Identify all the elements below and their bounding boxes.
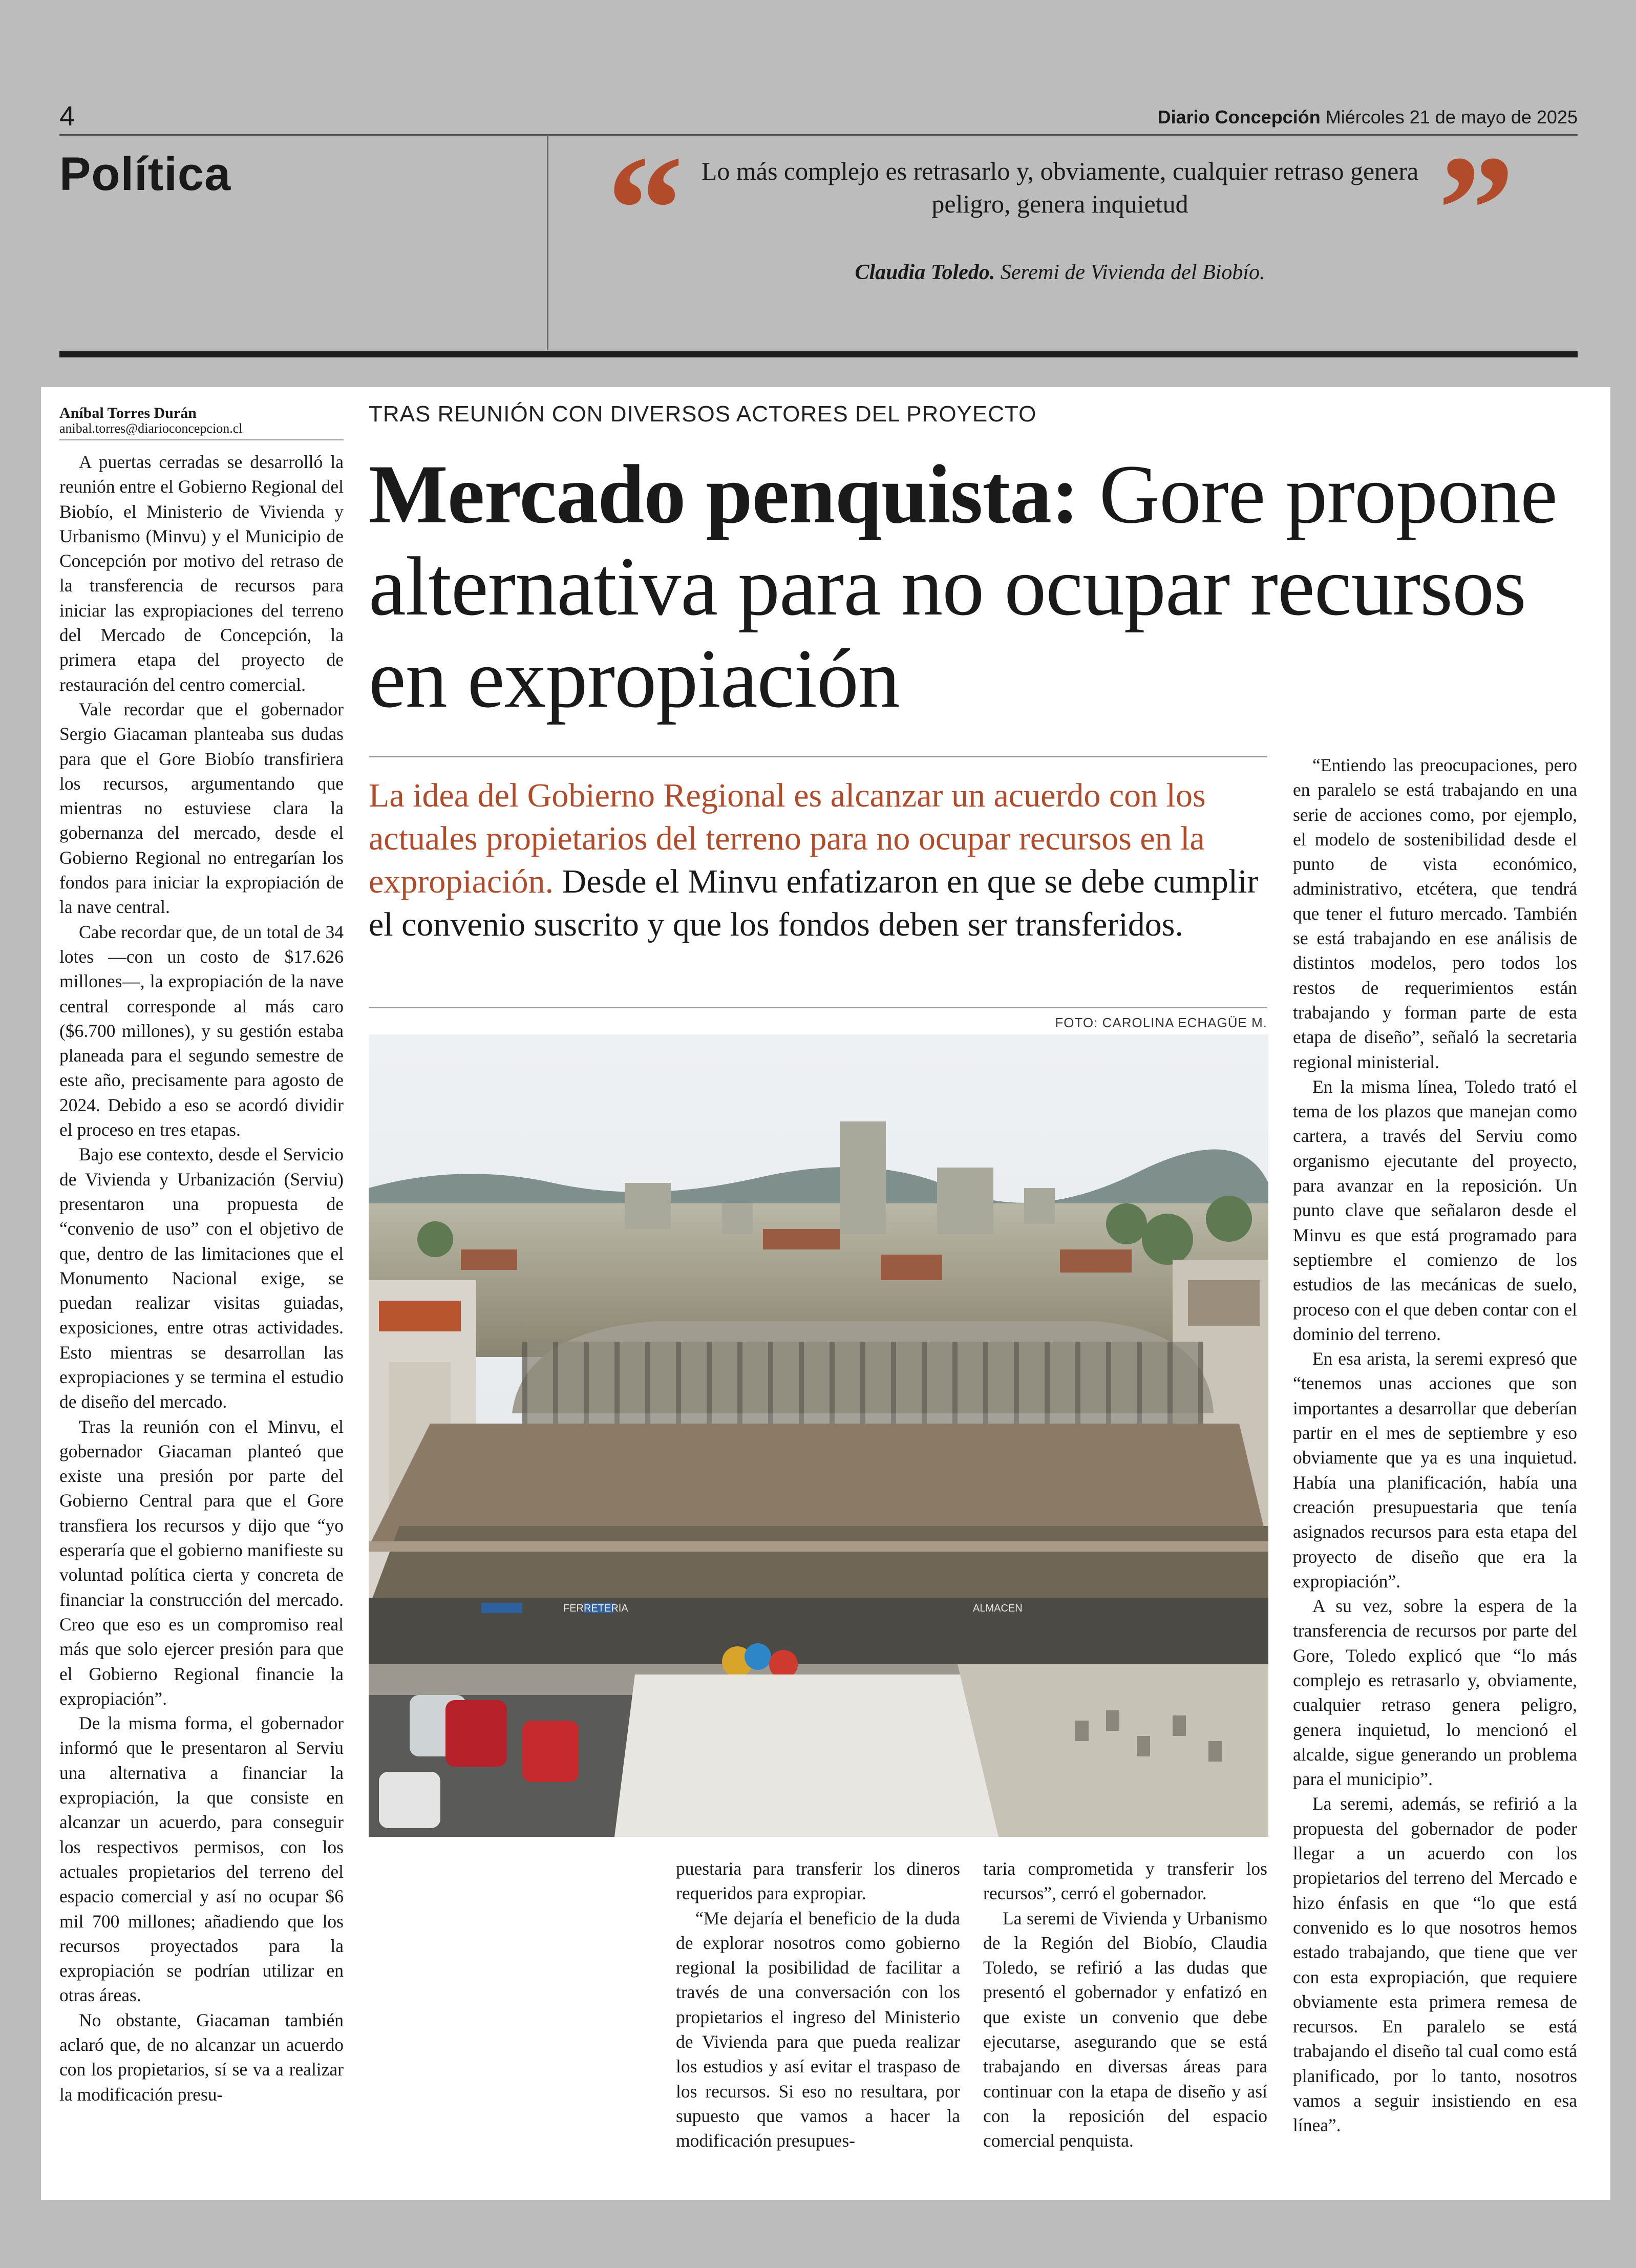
photo-sign-left: FERRETERIA [563,1603,628,1614]
paragraph: puestaria para transferir los dineros requeridos para expropiar. [676,1858,960,1904]
article-column-2 [676,1856,960,2153]
lead-paragraph [369,774,1267,946]
photo-credit: FOTO: CAROLINA ECHAGÜE M. [1055,1015,1267,1030]
paragraph: Bajo ese contexto, desde el Servicio de Vivienda y Urbanización (Serviu) presentaron una propuesta de “convenio de uso” con el objetivo de que, dentro de las limitaciones que el Monumento Nacional exige, se puedan realizar visitas guiadas, exposiciones, entre otras actividades. Esto mientras se desarrollan las expropiaciones y se termina el estudio de diseño del mercado. [59,1144,344,1412]
paragraph: A puertas cerradas se desarrolló la reunión entre el Gobierno Regional del Biobío, el Ministerio de Vivienda y Urbanismo (Minvu) y el Municipio de Concepción por motivo del retraso de la transferencia de recursos para iniciar las expropiaciones del terreno del Mercado de Concepción, la primera etapa del proyecto de restauración del centro comercial. [59,452,344,695]
page-number: 4 [59,101,75,132]
close-quote-icon: ” [1438,124,1515,294]
article-column-4 [1293,753,1577,2138]
paragraph: La seremi de Vivienda y Urbanismo de la Región del Biobío, Claudia Toledo, se refirió a las dudas que presentó el gobernador y enfatizó en que existe un convenio que debe ejecutarse, asegurando que se está trabajando en diversas áreas para continuar con la etapa de diseño y así con la reposición del espacio comercial penquista. [983,1907,1267,2151]
paragraph: Vale recordar que el gobernador Sergio Giacaman planteaba sus dudas para que el Gore Biobío transfiriera los recursos, argumentando que mientras no estuviese clara la gobernanza del mercado, desde el Gobierno Regional no entregarían los fondos para iniciar la expropiación de la nave central. [59,698,344,918]
lead-highlight: La idea del Gobierno Regional es alcanzar un acuerdo con los actuales propietarios del terreno para no ocupar recursos en la expropiación. [369,777,1206,900]
paragraph: Tras la reunión con el Minvu, el gobernador Giacaman planteó que existe una presión por parte del Gobierno Central para que el Gore transfiera los recursos y dijo que “yo esperaría que el gobierno manifieste su voluntad política cierta y concreta de financiar la construcción del mercado. Creo que eso es un compromiso real más que solo ejercer presión para que el Gobierno Regional financie la expropiación”. [59,1416,344,1709]
kicker: TRAS REUNIÓN CON DIVERSOS ACTORES DEL PROYECTO [369,401,1037,427]
paragraph: No obstante, Giacaman también aclaró que, de no alcanzar un acuerdo con los propietarios, sí se va a realizar la modificación presu- [59,2009,344,2105]
paragraph: En la misma línea, Toledo trató el tema de los plazos que manejan como cartera, a través del Serviu como organismo ejecutante del proyecto, para avanzar en la reposición. Un punto clave que señalaron desde el Minvu es que está programado para septiembre el comienzo de los estudios de las mecánicas de suelo, proceso con el que deben contar con el dominio del terreno. [1293,1076,1577,1344]
paragraph: De la misma forma, el gobernador informó que le presentaron al Serviu una alternativa a financiar la expropiación, la que consiste en alcanzar un acuerdo, para conseguir los respectivos permisos, con los actuales propietarios del terreno del espacio comercial y así no ocupar $6 mil 700 millones; añadiendo que los recursos proyectados para la expropiación se podrían utilizar en otras áreas. [59,1713,344,2006]
headline-bold: Mercado penquista: [369,448,1079,541]
photo-sign-right: ALMACEN [973,1603,1023,1614]
paragraph: “Me dejaría el beneficio de la duda de explorar nosotros como gobierno regional la posibilidad de facilitar a través de una conversación con los propietarios el ingreso del Ministerio de Vivienda para que pueda realizar los estudios y así evitar el traspaso de los recursos. Si eso no resultara, por supuesto que vamos a hacer la modificación presupues- [676,1907,960,2151]
pull-quote-attribution [691,260,1429,285]
headline-rest: Gore propone alternativa para no ocupar recursos en expropiación [369,448,1557,725]
headline [369,449,1567,725]
header-rule [59,134,1578,136]
paragraph: A su vez, sobre la espera de la transferencia de recursos por parte del Gore, Toledo explicó que “lo más complejo es retrasarlo y, obviamente, cualquier retraso genera peligro, genera inquietud, lo mencionó el alcalde, sigue generando un problema para el municipio”. [1293,1596,1577,1790]
paragraph: La seremi, además, se refirió a la propuesta del gobernador de poder llegar a un acuerdo con los propietarios del terreno del Mercado e hizo énfasis en que “lo que está convenido es lo que nosotros hemos estado trabajando, que tiene que ver con esta expropiación, que requiere obviamente esta primera remesa de recursos. En paralelo se está trabajando el diseño tal cual como está planificado, por lo tanto, nosotros vamos a seguir insistiendo en esa línea”. [1293,1793,1577,2136]
byline-rule [59,439,344,440]
header-bottom-rule [59,351,1578,357]
open-quote-icon: “ [607,124,684,294]
byline-name: Aníbal Torres Durán [59,405,197,421]
lead-bottom-rule [369,1007,1267,1008]
quote-author-name: Claudia Toledo. [855,261,995,284]
header-divider [547,135,548,350]
market-aerial-photo [369,1034,1268,1837]
lead-rest: Desde el Minvu enfatizaron en que se debe cumplir el convenio suscrito y que los fondos deben ser transferidos. [369,863,1259,943]
issue-date: Miércoles 21 de mayo de 2025 [1325,107,1578,128]
paragraph: “Entiendo las preocupaciones, pero en paralelo se está trabajando en una serie de acciones como, por ejemplo, el modelo de sostenibilidad desde el punto de vista económico, administrativo, etcétera, que tendrá que tener el futuro mercado. También se está trabajando en ese análisis de distintos modelos, pero todos los restos de requerimientos están trabajando y forman parte de esta etapa de diseño”, señaló la secretaria regional ministerial. [1293,755,1577,1072]
newspaper-name: Diario Concepción [1157,107,1321,128]
article-column-1 [59,450,344,2107]
paragraph: taria comprometida y transferir los recursos”, cerró el gobernador. [983,1858,1267,1904]
paragraph: Cabe recordar que, de un total de 34 lotes —con un costo de $17.626 millones—, la expropiación de la nave central corresponde al más caro ($6.700 millones), y su gestión estaba planeada para el segundo semestre de este año, precisamente para agosto de 2024. Debido a eso se acordó dividir el proceso en tres etapas. [59,921,344,1140]
quote-author-role: Seremi de Vivienda del Biobío. [1000,261,1265,284]
paragraph: En esa arista, la seremi expresó que “tenemos unas acciones que son importantes a desarrollar que deberían partir en el mes de septiembre y eso obviamente que ya es una inquietud. Había una planificación, había una creación presupuestaria que tenía asignados recursos para esta etapa del proyecto de diseño que era la expropiación”. [1293,1348,1577,1592]
byline-email[interactable]: anibal.torres@diarioconcepcion.cl [59,421,243,436]
section-title: Política [59,148,231,200]
lead-top-rule [369,756,1267,757]
article-column-3 [983,1856,1267,2153]
pull-quote: Lo más complejo es retrasarlo y, obviamente, cualquier retraso genera peligro, genera inquietud [701,157,1419,218]
